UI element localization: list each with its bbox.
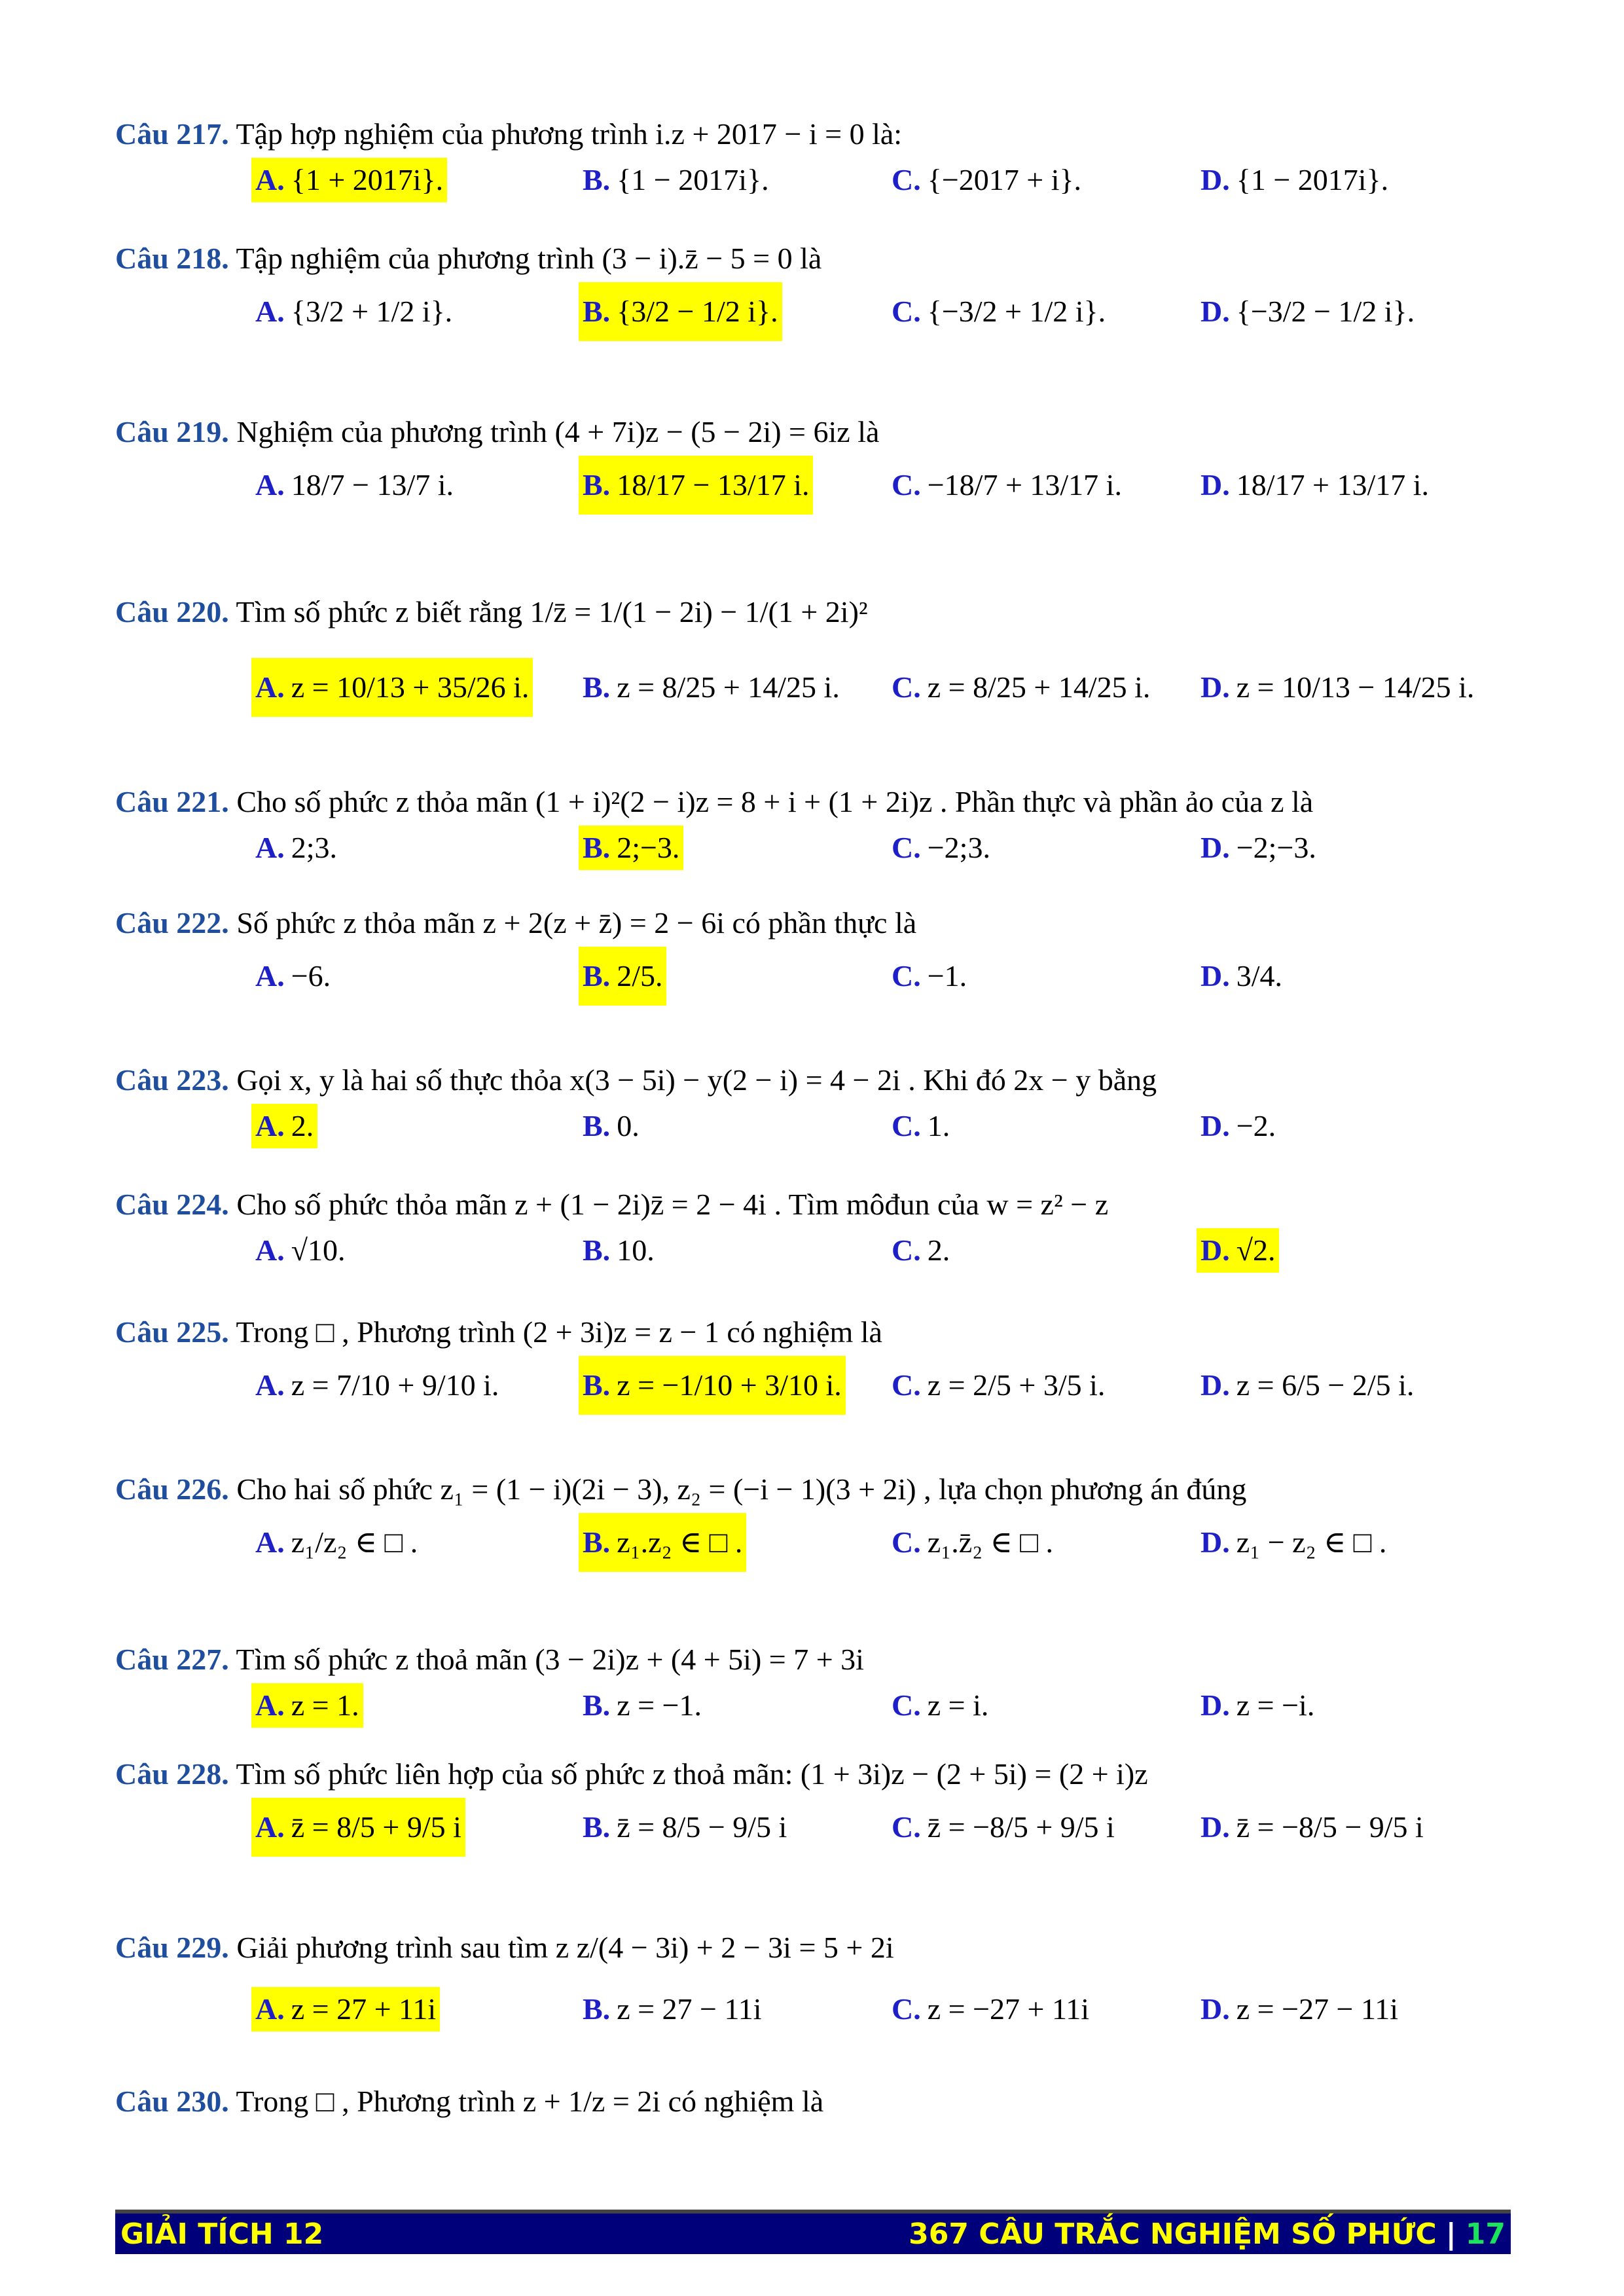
option-label: D. [1200,1992,1230,2026]
question-number: Câu 220. [115,595,229,629]
option-text: 2/5. [617,959,663,993]
option-text: z = 10/13 + 35/26 i. [291,670,530,704]
option-a[interactable] [251,1683,363,1728]
option-b[interactable] [579,1356,846,1415]
question-stem [115,1928,1516,1967]
question-text: Tìm số phức z biết rằng 1/z̄ = 1/(1 − 2i) − 1/(1 + 2i)² [236,595,868,629]
option-text: z = 27 − 11i [617,1992,762,2026]
option-text: √10. [291,1233,346,1267]
question-224 [115,1185,1516,1294]
option-label: D. [1200,295,1230,328]
option-text: z = 8/25 + 14/25 i. [617,670,840,704]
question-stem [115,412,1516,452]
option-label: C. [892,468,921,501]
option-label: C. [892,1233,921,1267]
option-text: z̄ = 8/5 + 9/5 i [291,1810,461,1844]
option-b[interactable] [579,158,773,202]
option-text: 10. [617,1233,655,1267]
option-label: D. [1200,1109,1230,1142]
option-label: D. [1200,1810,1230,1844]
option-label: B. [583,959,611,993]
option-text: z = i. [927,1688,989,1722]
question-stem [115,239,1516,278]
option-c[interactable] [888,826,994,870]
option-label: A. [255,831,285,864]
option-label: A. [255,1109,285,1142]
option-text: 3/4. [1236,959,1283,993]
option-text: z = 2/5 + 3/5 i. [927,1368,1106,1402]
option-d[interactable] [1197,158,1392,202]
option-label: A. [255,295,285,328]
footer-title: 367 CÂU TRẮC NGHIỆM SỐ PHỨC [909,2217,1437,2251]
option-label: B. [583,295,611,328]
option-b[interactable] [579,1228,659,1273]
question-number: Câu 221. [115,785,229,818]
question-text: Cho số phức z thỏa mãn (1 + i)²(2 − i)z = 8 + i + (1 + 2i)z . Phần thực và phần ảo của z là [236,785,1314,818]
question-stem [115,1061,1516,1100]
option-a[interactable] [251,1104,317,1148]
option-c[interactable] [888,456,1126,515]
option-text: z̄ = 8/5 − 9/5 i [617,1810,787,1844]
question-stem [115,1640,1516,1679]
option-a[interactable] [251,826,341,870]
option-text: z̄ = −8/5 − 9/5 i [1236,1810,1424,1844]
question-text: Tập nghiệm của phương trình (3 − i).z̄ − 5 = 0 là [236,242,822,275]
option-label: B. [583,163,611,196]
option-text: z = −i. [1236,1688,1315,1722]
option-text: z = −27 + 11i [927,1992,1090,2026]
option-text: −6. [291,959,331,993]
option-text: {−2017 + i}. [927,163,1082,196]
question-227 [115,1640,1516,1749]
question-225 [115,1313,1516,1454]
option-b[interactable] [579,1798,791,1857]
option-text: z = −1. [617,1688,702,1722]
option-text: z = −27 − 11i [1236,1992,1399,2026]
option-b[interactable] [579,456,813,515]
option-text: z = 6/5 − 2/5 i. [1236,1368,1415,1402]
page-number: 17 [1465,2217,1506,2251]
option-text: 2. [927,1233,950,1267]
question-221 [115,782,1516,891]
option-text: −1. [927,959,967,993]
option-c[interactable] [888,1798,1119,1857]
option-text: {1 − 2017i}. [1236,163,1389,196]
option-a[interactable] [251,282,456,341]
question-text: Tìm số phức liên hợp của số phức z thoả mãn: (1 + 3i)z − (2 + 5i) = (2 + i)z [236,1757,1148,1791]
option-d[interactable] [1197,1356,1418,1415]
option-d[interactable] [1197,658,1478,717]
option-c[interactable] [888,658,1154,717]
option-text: {−3/2 + 1/2 i}. [927,295,1106,328]
option-text: 0. [617,1109,640,1142]
question-number: Câu 217. [115,117,229,151]
option-d[interactable] [1197,456,1433,515]
option-text: {1 + 2017i}. [291,163,444,196]
question-217 [115,115,1516,223]
option-label: B. [583,831,611,864]
option-label: A. [255,670,285,704]
option-b[interactable] [579,1683,706,1728]
option-text: 1. [927,1109,950,1142]
option-label: B. [583,468,611,501]
option-c[interactable] [888,1987,1093,2032]
option-b[interactable] [579,1513,746,1572]
question-number: Câu 228. [115,1757,229,1791]
option-text: {3/2 − 1/2 i}. [617,295,778,328]
question-stem [115,1313,1516,1352]
option-a[interactable] [251,456,458,515]
option-label: A. [255,1233,285,1267]
option-text: 2;−3. [617,831,680,864]
option-c[interactable] [888,947,971,1006]
question-number: Câu 225. [115,1315,229,1349]
option-label: B. [583,1109,611,1142]
option-text: 18/7 − 13/7 i. [291,468,454,501]
option-d[interactable] [1197,1683,1318,1728]
option-b[interactable] [579,826,683,870]
option-text: {1 − 2017i}. [617,163,769,196]
question-223 [115,1061,1516,1169]
option-label: B. [583,1525,611,1559]
question-220 [115,592,1516,756]
option-label: C. [892,831,921,864]
option-text: 2;3. [291,831,338,864]
question-number: Câu 230. [115,2085,229,2118]
question-text: Gọi x, y là hai số thực thỏa x(3 − 5i) − y(2 − i) = 4 − 2i . Khi đó 2x − y bằng [236,1063,1157,1097]
option-label: D. [1200,831,1230,864]
option-b[interactable] [579,1104,643,1148]
option-d[interactable] [1197,1228,1279,1273]
option-text: −18/7 + 13/17 i. [927,468,1122,501]
option-text: z = 27 + 11i [291,1992,437,2026]
question-stem [115,1755,1516,1794]
question-text: Giải phương trình sau tìm z z/(4 − 3i) + 2 − 3i = 5 + 2i [236,1931,894,1964]
question-text: Tìm số phức z thoả mãn (3 − 2i)z + (4 + 5i) = 7 + 3i [236,1643,864,1676]
question-stem [115,782,1516,822]
option-b[interactable] [579,658,844,717]
page-footer [115,2210,1511,2254]
option-text: {−3/2 − 1/2 i}. [1236,295,1415,328]
option-label: C. [892,1688,921,1722]
option-c[interactable] [888,282,1110,341]
question-stem [115,2082,1516,2121]
option-label: A. [255,1992,285,2026]
footer-separator: | [1445,2217,1456,2251]
option-label: A. [255,1368,285,1402]
option-label: A. [255,1688,285,1722]
footer-title-group [909,2217,1511,2251]
option-a[interactable] [251,947,334,1006]
option-d[interactable] [1197,1798,1428,1857]
option-a[interactable] [251,1798,465,1857]
option-label: C. [892,1525,921,1559]
option-label: C. [892,295,921,328]
question-218 [115,239,1516,380]
option-c[interactable] [888,1356,1109,1415]
option-label: A. [255,163,285,196]
option-text: z₁.z₂ ∈ □ . [617,1525,743,1559]
option-text: 18/17 + 13/17 i. [1236,468,1430,501]
option-text: z = 1. [291,1688,359,1722]
option-text: z = 10/13 − 14/25 i. [1236,670,1475,704]
option-text: z₁.z̄₂ ∈ □ . [927,1525,1053,1559]
option-label: D. [1200,163,1230,196]
option-label: D. [1200,1525,1230,1559]
option-label: D. [1200,670,1230,704]
question-stem [115,1185,1516,1224]
question-number: Câu 219. [115,415,229,448]
option-label: D. [1200,1368,1230,1402]
option-text: z = −1/10 + 3/10 i. [617,1368,842,1402]
question-228 [115,1755,1516,1896]
option-a[interactable] [251,1513,422,1572]
option-label: C. [892,670,921,704]
question-number: Câu 218. [115,242,229,275]
option-label: B. [583,1368,611,1402]
question-number: Câu 227. [115,1643,229,1676]
option-text: z = 8/25 + 14/25 i. [927,670,1151,704]
option-label: B. [583,670,611,704]
question-number: Câu 226. [115,1472,229,1506]
option-text: 2. [291,1109,314,1142]
option-label: A. [255,1525,285,1559]
option-label: C. [892,163,921,196]
question-text: Trong □ , Phương trình z + 1/z = 2i có nghiệm là [236,2085,824,2118]
option-b[interactable] [579,282,782,341]
option-label: A. [255,468,285,501]
option-text: −2;3. [927,831,990,864]
option-label: A. [255,1810,285,1844]
option-text: z₁/z₂ ∈ □ . [291,1525,418,1559]
option-b[interactable] [579,1987,766,2032]
option-d[interactable] [1197,1104,1280,1148]
option-label: D. [1200,1233,1230,1267]
option-a[interactable] [251,1987,440,2032]
option-c[interactable] [888,1513,1057,1572]
question-stem [115,115,1516,154]
option-label: B. [583,1233,611,1267]
option-label: D. [1200,468,1230,501]
option-text: z = 7/10 + 9/10 i. [291,1368,499,1402]
option-d[interactable] [1197,1513,1390,1572]
option-text: 18/17 − 13/17 i. [617,468,810,501]
option-text: {3/2 + 1/2 i}. [291,295,453,328]
option-a[interactable] [251,158,447,202]
option-text: −2. [1236,1109,1276,1142]
question-text: Tập hợp nghiệm của phương trình i.z + 2017 − i = 0 là: [236,117,903,151]
option-c[interactable] [888,1228,954,1273]
question-230 [115,2082,1516,2121]
question-stem [115,1470,1516,1509]
question-text: Nghiệm của phương trình (4 + 7i)z − (5 − 2i) = 6iz là [236,415,880,448]
option-a[interactable] [251,1228,349,1273]
option-text: z̄ = −8/5 + 9/5 i [927,1810,1115,1844]
option-label: B. [583,1810,611,1844]
question-number: Câu 223. [115,1063,229,1097]
option-text: z₁ − z₂ ∈ □ . [1236,1525,1387,1559]
option-b[interactable] [579,947,666,1006]
question-stem [115,903,1516,943]
question-text: Trong □ , Phương trình (2 + 3i)z = z − 1 có nghiệm là [236,1315,882,1349]
option-label: C. [892,1992,921,2026]
question-222 [115,903,1516,1045]
option-text: √2. [1236,1233,1276,1267]
question-text: Cho hai số phức z₁ = (1 − i)(2i − 3), z₂ = (−i − 1)(3 + 2i) , lựa chọn phương án đúng [236,1472,1247,1506]
option-label: C. [892,1368,921,1402]
option-label: A. [255,959,285,993]
option-label: B. [583,1992,611,2026]
footer-subject: GIẢI TÍCH 12 [120,2217,324,2251]
question-229 [115,1928,1516,2052]
option-label: D. [1200,1688,1230,1722]
option-d[interactable] [1197,826,1320,870]
question-number: Câu 222. [115,906,229,939]
question-226 [115,1470,1516,1611]
question-text: Số phức z thỏa mãn z + 2(z + z̄) = 2 − 6i có phần thực là [236,906,917,939]
question-219 [115,412,1516,554]
question-stem [115,592,1516,632]
option-a[interactable] [251,658,533,717]
option-c[interactable] [888,1104,954,1148]
option-label: C. [892,1109,921,1142]
option-c[interactable] [888,1683,992,1728]
question-number: Câu 224. [115,1188,229,1221]
option-a[interactable] [251,1356,503,1415]
option-text: −2;−3. [1236,831,1316,864]
option-d[interactable] [1197,947,1286,1006]
option-label: C. [892,1810,921,1844]
option-label: D. [1200,959,1230,993]
option-d[interactable] [1197,282,1418,341]
option-c[interactable] [888,158,1085,202]
question-text: Cho số phức thỏa mãn z + (1 − 2i)z̄ = 2 − 4i . Tìm môđun của w = z² − z [236,1188,1109,1221]
option-label: B. [583,1688,611,1722]
question-number: Câu 229. [115,1931,229,1964]
option-d[interactable] [1197,1987,1402,2032]
option-label: C. [892,959,921,993]
